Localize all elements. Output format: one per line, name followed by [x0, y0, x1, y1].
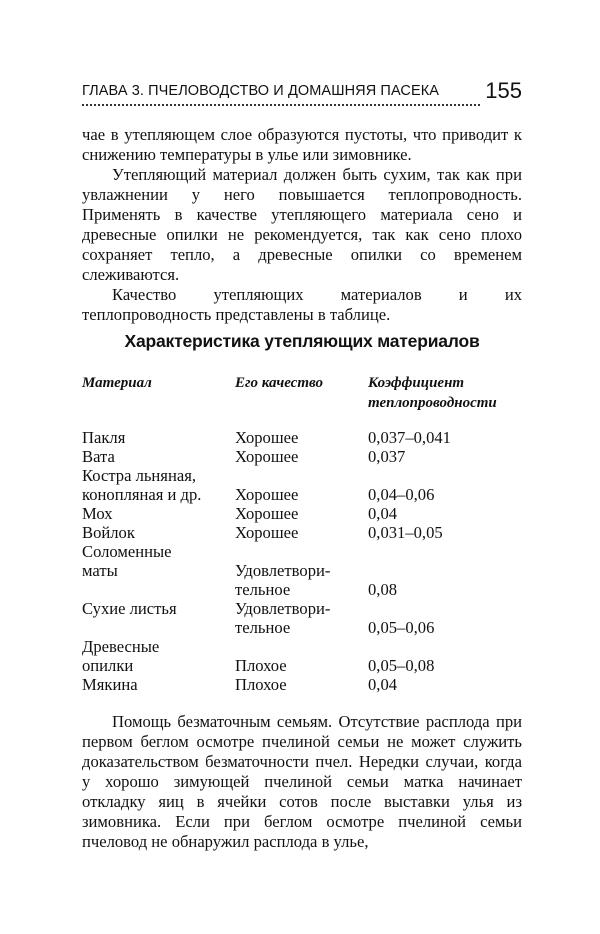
cell-material: Мякина — [82, 675, 138, 694]
table-row — [82, 447, 522, 466]
cell-coefficient: 0,05–0,08 — [368, 656, 435, 675]
paragraph-continuation: чае в утепляющем слое образуются пустоты, что приводит к снижению температуры в улье или зимовнике. — [82, 125, 522, 164]
cell-quality: Удовлетвори- — [235, 599, 331, 618]
cell-material: маты — [82, 561, 118, 580]
table-body — [82, 428, 522, 694]
cell-coefficient: 0,031–0,05 — [368, 523, 443, 542]
table-row — [82, 542, 522, 561]
table-title: Характеристика утепляющих материалов — [124, 331, 480, 351]
cell-coefficient: 0,037 — [368, 447, 406, 466]
table-row — [82, 504, 522, 523]
cell-quality: Удовлетвори- — [235, 561, 331, 580]
table-row — [82, 428, 522, 447]
cell-quality: Хорошее — [235, 485, 299, 504]
cell-coefficient: 0,04 — [368, 675, 398, 694]
header-quality: Его качество — [235, 375, 323, 391]
table-row — [82, 466, 522, 485]
cell-coefficient: 0,08 — [368, 580, 398, 599]
cell-material: конопляная и др. — [82, 485, 202, 504]
table-row — [82, 580, 522, 599]
cell-quality: Хорошее — [235, 428, 299, 447]
paragraph-table-intro: Качество утепляющих материалов и их теплопроводность представлены в таблице. — [82, 285, 522, 324]
cell-material: Сухие листья — [82, 599, 177, 618]
paragraph-material-dry: Утепляющий материал должен быть сухим, так как при увлажнении у него повышается теплопроводность. Применять в качестве утепляющего материала сено и древесные опилки не рекомендуется, так как сено плохо сохраняет тепло, а древесные опилки со временем слеживаются. — [82, 165, 522, 284]
outro-text — [82, 712, 522, 852]
intro-text — [82, 125, 522, 325]
cell-quality: Хорошее — [235, 523, 299, 542]
header-coefficient-line1: Коэффициент — [368, 375, 465, 391]
cell-quality: Хорошее — [235, 504, 299, 523]
cell-quality: Плохое — [235, 656, 287, 675]
table-row — [82, 675, 522, 694]
page-number: 155 — [485, 78, 522, 103]
chapter-title: ГЛАВА 3. ПЧЕЛОВОДСТВО И ДОМАШНЯЯ ПАСЕКА — [82, 83, 440, 99]
header-coefficient — [368, 373, 528, 413]
cell-material: Костра льняная, — [82, 466, 196, 485]
cell-coefficient: 0,04 — [368, 504, 398, 523]
table-row — [82, 656, 522, 675]
cell-coefficient: 0,04–0,06 — [368, 485, 435, 504]
table-row — [82, 561, 522, 580]
cell-material: Древесные — [82, 637, 160, 656]
cell-material: Мох — [82, 504, 113, 523]
cell-quality: тельное — [235, 580, 291, 599]
cell-quality: Хорошее — [235, 447, 299, 466]
header-material: Материал — [82, 375, 152, 391]
header-dotted-rule — [82, 104, 480, 106]
cell-quality: Плохое — [235, 675, 287, 694]
cell-quality: тельное — [235, 618, 291, 637]
cell-material: Вата — [82, 447, 115, 466]
table-row — [82, 485, 522, 504]
cell-material: Соломенные — [82, 542, 172, 561]
table-header — [82, 373, 522, 417]
table-row — [82, 637, 522, 656]
cell-material: опилки — [82, 656, 134, 675]
header-coefficient-line2: теплопроводности — [368, 395, 497, 411]
cell-coefficient: 0,05–0,06 — [368, 618, 435, 637]
cell-coefficient: 0,037–0,041 — [368, 428, 451, 447]
paragraph-queenless: Помощь безматочным семьям. Отсутствие расплода при первом беглом осмотре пчелиной семьи не может служить доказательством безматочности пчел. Нередки случаи, когда у хорошо зимующей пчелиной семьи матка начинает откладку яиц в ячейки сотов после выставки улья из зимовника. Если при беглом осмотре пчелиной семьи пчеловод не обнаружил расплода в улье, — [82, 712, 522, 851]
table-row — [82, 523, 522, 542]
table-row — [82, 599, 522, 618]
cell-material: Войлок — [82, 523, 135, 542]
table-row — [82, 618, 522, 637]
cell-material: Пакля — [82, 428, 126, 447]
